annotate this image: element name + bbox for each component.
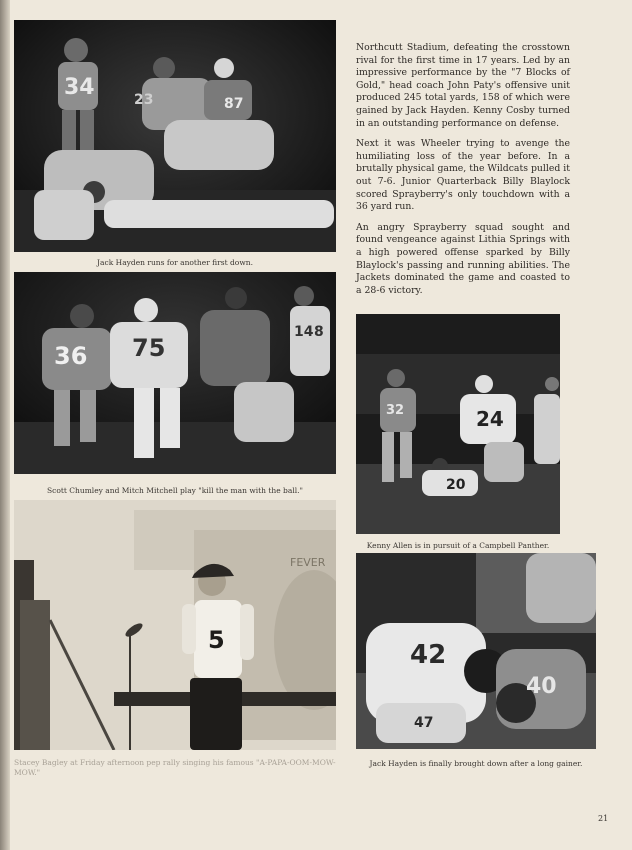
photo-3-image [14, 500, 336, 750]
jersey-number: 42 [410, 640, 447, 670]
jersey-number: 8 [314, 324, 324, 340]
article-paragraph: An angry Sprayberry squad sought and found vengeance against Lithia Springs with a high powered offense sparked by Billy Blaylock's passing and running abilities. The Jackets dominated the game and coasted to a 28-6 victory. [356, 221, 570, 296]
photo-4-caption: Kenny Allen is in pursuit of a Campbell Panther. [366, 541, 550, 550]
photo-pep-rally [14, 500, 336, 750]
jersey-number: 36 [54, 342, 88, 370]
jersey-number: 14 [294, 324, 314, 340]
jersey-number: 34 [64, 75, 95, 100]
jersey-number: 24 [476, 407, 504, 431]
photo-jack-hayden-run [14, 20, 336, 252]
jersey-number: 23 [134, 92, 154, 108]
jersey-number: 47 [414, 715, 434, 731]
jersey-number: 87 [224, 96, 244, 112]
jersey-number: 75 [132, 334, 166, 362]
jersey-number: 32 [386, 403, 405, 418]
photo-kenny-allen-pursuit [356, 314, 560, 534]
jersey-number: 40 [526, 674, 557, 699]
photo-5-caption: Jack Hayden is finally brought down after a long gainer. [369, 759, 583, 768]
photo-2-caption: Scott Chumley and Mitch Mitchell play "kill the man with the ball." [47, 486, 303, 495]
page-binding-edge [0, 0, 10, 850]
photo-2-image [14, 272, 336, 474]
jersey-number: 5 [208, 626, 225, 654]
photo-3-caption: Stacey Bagley at Friday afternoon pep rally singing his famous "A-PAPA-OOM-MOW-MOW." [14, 758, 336, 777]
photo-jack-hayden-tackled [356, 553, 596, 749]
photo-kill-the-man [14, 272, 336, 474]
page-number: 21 [598, 814, 609, 823]
article-paragraph: Northcutt Stadium, defeating the crosstown rival for the first time in 17 years. Led by an impressive performance by the "7 Blocks of Gold," head coach John Paty's offensive unit produced 245 total yards, 158 of which were gained by Jack Hayden. Kenny Cosby turned in an outstanding performance on defense. [356, 42, 570, 129]
jersey-number: 20 [446, 477, 466, 493]
pep-rally-banner: FEVER [290, 556, 326, 569]
article-paragraph: Next it was Wheeler trying to avenge the humiliating loss of the year before. In a brutally physical game, the Wildcats pulled it out 7-6. Junior Quarterback Billy Blaylock scored Sprayberry's only touchdown with a 36 yard run. [356, 138, 570, 213]
photo-5-image [356, 553, 596, 749]
article-text [356, 42, 570, 305]
photo-1-caption: Jack Hayden runs for another first down. [97, 258, 253, 267]
photo-1-image [14, 20, 336, 252]
photo-4-image [356, 314, 560, 534]
